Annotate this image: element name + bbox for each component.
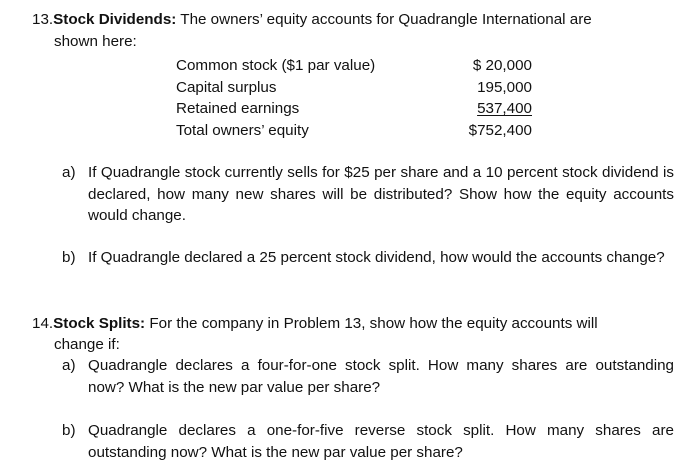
table-row	[176, 120, 532, 142]
problem-13-intro-continued: shown here:	[54, 33, 137, 50]
problem-14-heading	[32, 313, 662, 335]
account-amount: 537,400	[477, 100, 532, 117]
problem-14-number: 14.	[32, 315, 54, 332]
problem-13-heading	[32, 9, 662, 31]
part-letter: b)	[62, 249, 76, 266]
part-text: If Quadrangle stock currently sells for $25 per share and a 10 percent stock dividend is declared, how many new shares will be distributed? Show how the equity accounts would change.	[88, 164, 674, 224]
account-label: Total owners’ equity	[176, 121, 309, 139]
account-amount: $752,400	[468, 121, 532, 139]
account-amount: 195,000	[477, 78, 532, 96]
part-letter: b)	[62, 422, 76, 439]
part-letter: a)	[62, 164, 76, 181]
table-row	[176, 98, 532, 120]
problem-14-intro-continued: change if:	[54, 336, 120, 353]
account-amount: $ 20,000	[472, 57, 532, 74]
account-label: Capital surplus	[176, 78, 277, 96]
problem-13-intro: The owners’ equity accounts for Quadrangle International are	[180, 11, 592, 28]
part-text: Quadrangle declares a four-for-one stock split. How many shares are outstanding now? What is the new par value per share?	[88, 357, 674, 396]
part-text: If Quadrangle declared a 25 percent stock dividend, how would the accounts change?	[88, 249, 665, 266]
account-label: Common stock ($1 par value)	[176, 57, 376, 74]
table-row	[176, 55, 532, 77]
problem-14-title: Stock Splits:	[53, 315, 146, 332]
table-row	[176, 77, 532, 99]
part-text: Quadrangle declares a one-for-five reverse stock split. How many shares are outstanding now? What is the new par value per share?	[88, 422, 674, 461]
problem-14-intro: For the company in Problem 13, show how the equity accounts will	[149, 315, 598, 332]
problem-13-number: 13.	[32, 11, 54, 28]
account-label: Retained earnings	[176, 100, 300, 117]
equity-accounts-table	[176, 55, 532, 141]
part-letter: a)	[62, 357, 76, 374]
problem-13-title: Stock Dividends:	[53, 11, 177, 28]
